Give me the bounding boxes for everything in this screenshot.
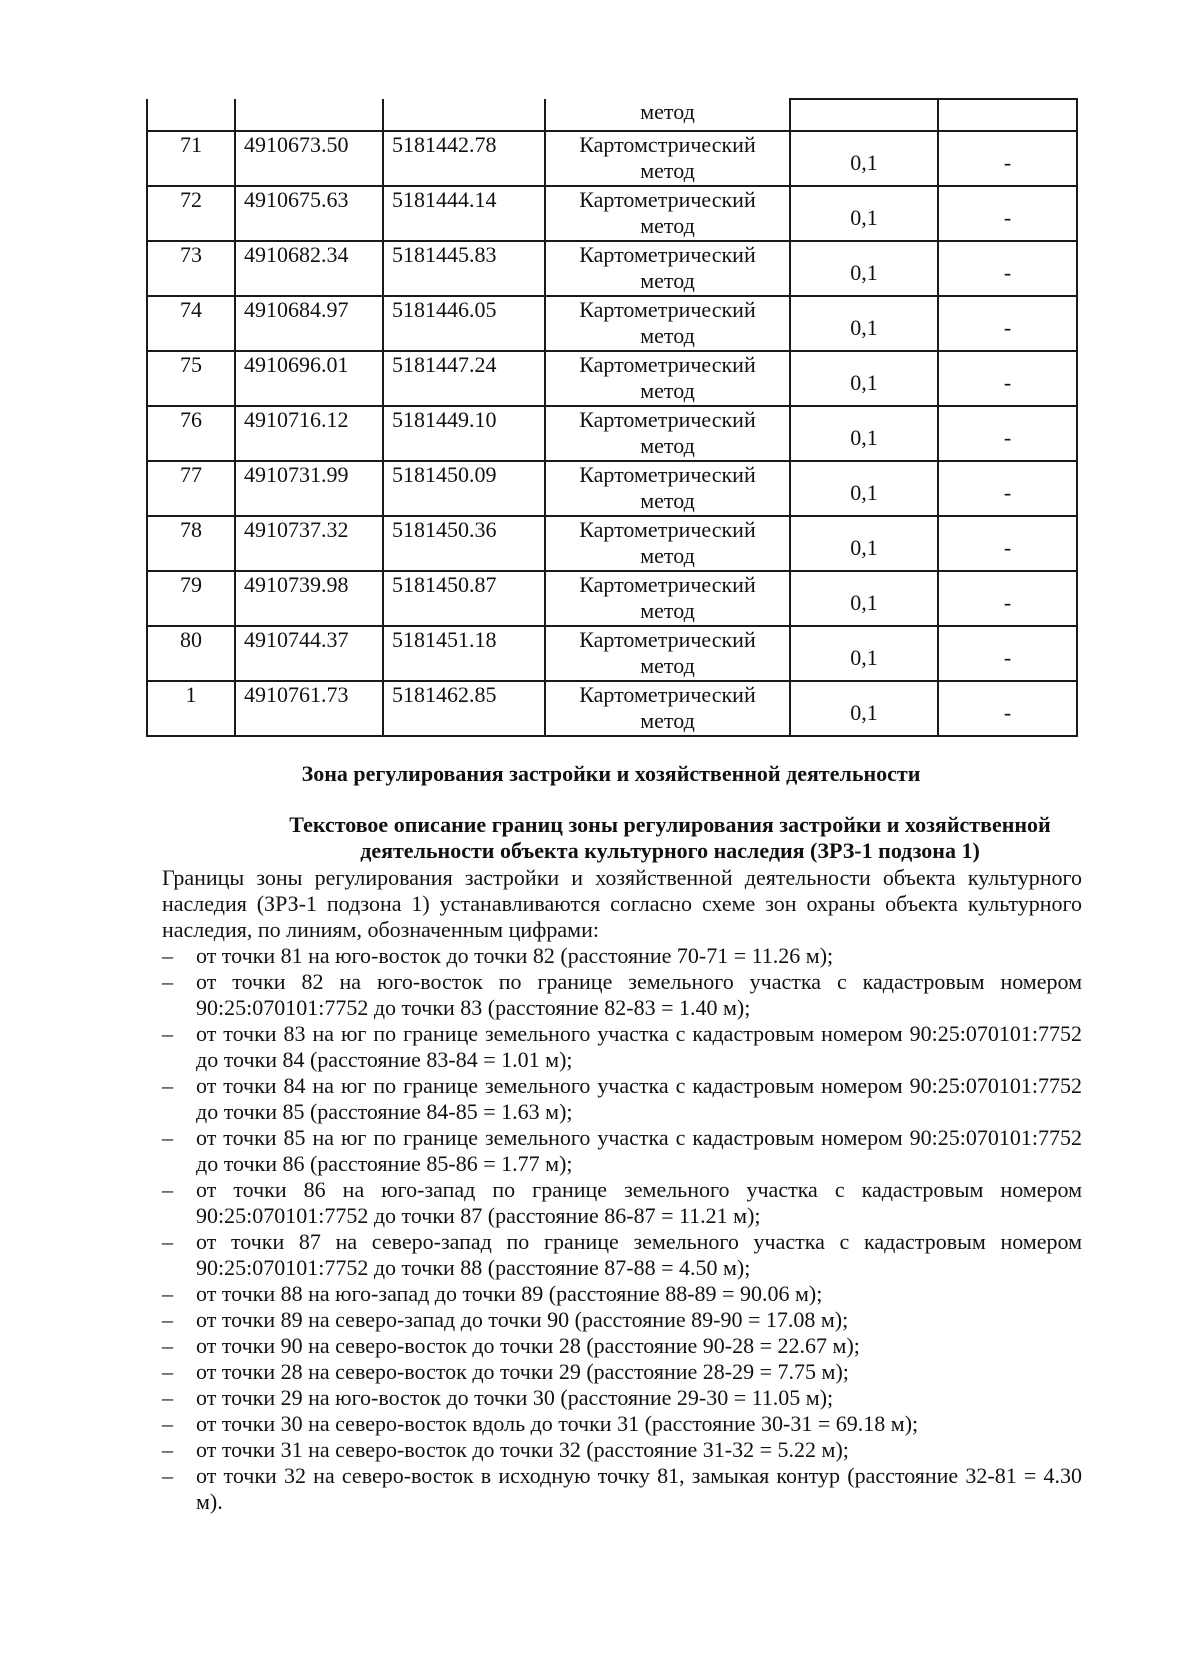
dash-bullet: – bbox=[162, 1125, 173, 1150]
cell-point-number bbox=[147, 99, 235, 131]
cell-x-coordinate: 4910761.73 bbox=[235, 681, 383, 736]
list-item bbox=[162, 1073, 1082, 1125]
dash-bullet: – bbox=[162, 1073, 173, 1098]
method-line1: Картометрический bbox=[579, 352, 756, 377]
cell-y-coordinate bbox=[383, 99, 545, 131]
cell-y-coordinate: 5181445.83 bbox=[383, 241, 545, 296]
list-item-text: от точки 29 на юго-восток до точки 30 (расстояние 29-30 = 11.05 м); bbox=[196, 1385, 834, 1410]
cell-y-coordinate: 5181446.05 bbox=[383, 296, 545, 351]
method-line1: Картометрический bbox=[579, 627, 756, 652]
dash-bullet: – bbox=[162, 1281, 173, 1306]
list-item bbox=[162, 1281, 1082, 1307]
list-item-text: от точки 32 на северо-восток в исходную точку 81, замыкая контур (расстояние 32-81 = 4.30 м). bbox=[196, 1463, 1082, 1514]
cell-accuracy bbox=[790, 241, 938, 296]
accuracy-value: 0,1 bbox=[850, 479, 878, 505]
method-line1: Картомстрический bbox=[579, 132, 756, 157]
list-item-text: от точки 31 на северо-восток до точки 32 (расстояние 31-32 = 5.22 м); bbox=[196, 1437, 849, 1462]
list-item-text: от точки 89 на северо-запад до точки 90 (расстояние 89-90 = 17.08 м); bbox=[196, 1307, 849, 1332]
cell-method bbox=[545, 626, 790, 681]
method-line1: Картометрический bbox=[579, 572, 756, 597]
method-line1: Картометрический bbox=[579, 242, 756, 267]
method-line2: метод bbox=[640, 653, 695, 678]
list-item-text: от точки 87 на северо-запад по границе земельного участка с кадастровым номером 90:25:070101:7752 до точки 88 (расстояние 87-88 = 4.50 м); bbox=[196, 1229, 1082, 1280]
table-row bbox=[147, 626, 1077, 681]
description-value: - bbox=[1003, 644, 1012, 670]
list-item bbox=[162, 969, 1082, 1021]
accuracy-value: 0,1 bbox=[850, 534, 878, 560]
description-heading-line2: деятельности объекта культурного наследия (ЗРЗ-1 подзона 1) bbox=[360, 838, 980, 863]
accuracy-value: 0,1 bbox=[850, 369, 878, 395]
dash-bullet: – bbox=[162, 1463, 173, 1488]
list-item bbox=[162, 943, 1082, 969]
cell-accuracy bbox=[790, 516, 938, 571]
cell-description bbox=[938, 571, 1077, 626]
cell-accuracy bbox=[790, 626, 938, 681]
cell-method bbox=[545, 406, 790, 461]
method-line2: метод bbox=[640, 323, 695, 348]
cell-y-coordinate: 5181450.87 bbox=[383, 571, 545, 626]
cell-point-number: 73 bbox=[147, 241, 235, 296]
cell-point-number: 80 bbox=[147, 626, 235, 681]
description-heading-line1: Текстовое описание границ зоны регулирования застройки и хозяйственной bbox=[289, 812, 1051, 837]
cell-accuracy bbox=[790, 461, 938, 516]
cell-accuracy bbox=[790, 186, 938, 241]
intro-paragraph: Границы зоны регулирования застройки и хозяйственной деятельности объекта культурного наследия (ЗРЗ-1 подзона 1) устанавливаются согласно схеме зон охраны объекта культурного наследия, по линиям, обозначенным цифрами: bbox=[162, 865, 1082, 942]
description-value: - bbox=[1003, 534, 1012, 560]
list-item bbox=[162, 1307, 1082, 1333]
table-row bbox=[147, 351, 1077, 406]
table-row bbox=[147, 571, 1077, 626]
cell-y-coordinate: 5181451.18 bbox=[383, 626, 545, 681]
list-item bbox=[162, 1359, 1082, 1385]
accuracy-value: 0,1 bbox=[850, 204, 878, 230]
cell-y-coordinate: 5181450.09 bbox=[383, 461, 545, 516]
method-line2: метод bbox=[640, 378, 695, 403]
method-line1: Картометрический bbox=[579, 517, 756, 542]
cell-point-number: 71 bbox=[147, 131, 235, 186]
list-item-text: от точки 28 на северо-восток до точки 29 (расстояние 28-29 = 7.75 м); bbox=[196, 1359, 849, 1384]
table-row-continued bbox=[147, 99, 1077, 131]
accuracy-value: 0,1 bbox=[850, 424, 878, 450]
method-line2: метод bbox=[640, 433, 695, 458]
method-line2: метод bbox=[640, 268, 695, 293]
accuracy-value: 0,1 bbox=[850, 314, 878, 340]
cell-x-coordinate: 4910731.99 bbox=[235, 461, 383, 516]
cell-accuracy bbox=[790, 681, 938, 736]
cell-description bbox=[938, 241, 1077, 296]
list-item-text: от точки 86 на юго-запад по границе земельного участка с кадастровым номером 90:25:070101:7752 до точки 87 (расстояние 86-87 = 11.21 м); bbox=[196, 1177, 1082, 1228]
table-row bbox=[147, 186, 1077, 241]
table-row bbox=[147, 681, 1077, 736]
method-line2: метод bbox=[640, 488, 695, 513]
cell-accuracy bbox=[790, 571, 938, 626]
dash-bullet: – bbox=[162, 1385, 173, 1410]
cell-description bbox=[938, 296, 1077, 351]
cell-accuracy bbox=[790, 296, 938, 351]
cell-x-coordinate: 4910737.32 bbox=[235, 516, 383, 571]
cell-description bbox=[938, 351, 1077, 406]
method-line1: Картометрический bbox=[579, 407, 756, 432]
description-value: - bbox=[1003, 259, 1012, 285]
dash-bullet: – bbox=[162, 1411, 173, 1436]
dash-bullet: – bbox=[162, 1359, 173, 1384]
accuracy-value: 0,1 bbox=[850, 259, 878, 285]
list-item-text: от точки 81 на юго-восток до точки 82 (расстояние 70-71 = 11.26 м); bbox=[196, 943, 834, 968]
method-line2: метод bbox=[640, 158, 695, 183]
description-value: - bbox=[1003, 424, 1012, 450]
cell-y-coordinate: 5181449.10 bbox=[383, 406, 545, 461]
method-line1: Картометрический bbox=[579, 462, 756, 487]
dash-bullet: – bbox=[162, 969, 173, 994]
cell-method bbox=[545, 186, 790, 241]
list-item bbox=[162, 1125, 1082, 1177]
list-item-text: от точки 82 на юго-восток по границе земельного участка с кадастровым номером 90:25:070101:7752 до точки 83 (расстояние 82-83 = 1.40 м); bbox=[196, 969, 1082, 1020]
table-row bbox=[147, 241, 1077, 296]
cell-point-number: 78 bbox=[147, 516, 235, 571]
method-line2: метод bbox=[640, 598, 695, 623]
dash-bullet: – bbox=[162, 1177, 173, 1202]
cell-x-coordinate: 4910716.12 bbox=[235, 406, 383, 461]
table-row bbox=[147, 516, 1077, 571]
method-line1: Картометрический bbox=[579, 297, 756, 322]
list-item bbox=[162, 1437, 1082, 1463]
table-row bbox=[147, 461, 1077, 516]
list-item-text: от точки 85 на юг по границе земельного участка с кадастровым номером 90:25:070101:7752 до точки 86 (расстояние 85-86 = 1.77 м); bbox=[196, 1125, 1082, 1176]
cell-method bbox=[545, 131, 790, 186]
cell-description bbox=[938, 406, 1077, 461]
description-value: - bbox=[1003, 149, 1012, 175]
cell-description bbox=[938, 99, 1077, 131]
description-value: - bbox=[1003, 479, 1012, 505]
method-line2: метод bbox=[640, 543, 695, 568]
cell-point-number: 1 bbox=[147, 681, 235, 736]
cell-y-coordinate: 5181462.85 bbox=[383, 681, 545, 736]
description-heading bbox=[230, 812, 1110, 864]
method-line2: метод bbox=[640, 213, 695, 238]
cell-accuracy bbox=[790, 131, 938, 186]
cell-description bbox=[938, 186, 1077, 241]
list-item bbox=[162, 1385, 1082, 1411]
description-value: - bbox=[1003, 369, 1012, 395]
cell-method bbox=[545, 681, 790, 736]
cell-x-coordinate bbox=[235, 99, 383, 131]
method-line1: Картометрический bbox=[579, 187, 756, 212]
cell-point-number: 76 bbox=[147, 406, 235, 461]
list-item-text: от точки 30 на северо-восток вдоль до точки 31 (расстояние 30-31 = 69.18 м); bbox=[196, 1411, 919, 1436]
cell-point-number: 77 bbox=[147, 461, 235, 516]
dash-bullet: – bbox=[162, 1437, 173, 1462]
cell-x-coordinate: 4910682.34 bbox=[235, 241, 383, 296]
description-value: - bbox=[1003, 589, 1012, 615]
list-item bbox=[162, 1411, 1082, 1437]
cell-method bbox=[545, 461, 790, 516]
cell-y-coordinate: 5181442.78 bbox=[383, 131, 545, 186]
list-item-text: от точки 84 на юг по границе земельного участка с кадастровым номером 90:25:070101:7752 до точки 85 (расстояние 84-85 = 1.63 м); bbox=[196, 1073, 1082, 1124]
method-line2: метод bbox=[640, 708, 695, 733]
list-item bbox=[162, 1021, 1082, 1073]
cell-method bbox=[545, 571, 790, 626]
cell-accuracy bbox=[790, 99, 938, 131]
description-value: - bbox=[1003, 699, 1012, 725]
table-row bbox=[147, 406, 1077, 461]
cell-description bbox=[938, 681, 1077, 736]
cell-x-coordinate: 4910675.63 bbox=[235, 186, 383, 241]
list-item bbox=[162, 1333, 1082, 1359]
description-value: - bbox=[1003, 204, 1012, 230]
cell-accuracy bbox=[790, 406, 938, 461]
coordinates-table bbox=[146, 98, 1078, 737]
zone-heading: Зона регулирования застройки и хозяйственной деятельности bbox=[301, 761, 921, 786]
cell-method bbox=[545, 351, 790, 406]
cell-y-coordinate: 5181447.24 bbox=[383, 351, 545, 406]
description-value: - bbox=[1003, 314, 1012, 340]
cell-point-number: 74 bbox=[147, 296, 235, 351]
list-item bbox=[162, 1229, 1082, 1281]
list-item bbox=[162, 1463, 1082, 1515]
list-item-text: от точки 88 на юго-запад до точки 89 (расстояние 88-89 = 90.06 м); bbox=[196, 1281, 823, 1306]
cell-method: метод bbox=[545, 99, 790, 131]
cell-method bbox=[545, 516, 790, 571]
cell-method bbox=[545, 296, 790, 351]
list-item bbox=[162, 1177, 1082, 1229]
cell-x-coordinate: 4910673.50 bbox=[235, 131, 383, 186]
boundary-points-list bbox=[162, 943, 1082, 1515]
dash-bullet: – bbox=[162, 943, 173, 968]
cell-method bbox=[545, 241, 790, 296]
cell-description bbox=[938, 461, 1077, 516]
table-row bbox=[147, 296, 1077, 351]
cell-point-number: 79 bbox=[147, 571, 235, 626]
table-row bbox=[147, 131, 1077, 186]
accuracy-value: 0,1 bbox=[850, 589, 878, 615]
cell-x-coordinate: 4910739.98 bbox=[235, 571, 383, 626]
cell-x-coordinate: 4910744.37 bbox=[235, 626, 383, 681]
dash-bullet: – bbox=[162, 1229, 173, 1254]
dash-bullet: – bbox=[162, 1333, 173, 1358]
accuracy-value: 0,1 bbox=[850, 699, 878, 725]
list-item-text: от точки 90 на северо-восток до точки 28 (расстояние 90-28 = 22.67 м); bbox=[196, 1333, 860, 1358]
cell-y-coordinate: 5181444.14 bbox=[383, 186, 545, 241]
method-line1: Картометрический bbox=[579, 682, 756, 707]
list-item-text: от точки 83 на юг по границе земельного участка с кадастровым номером 90:25:070101:7752 до точки 84 (расстояние 83-84 = 1.01 м); bbox=[196, 1021, 1082, 1072]
cell-accuracy bbox=[790, 351, 938, 406]
cell-x-coordinate: 4910684.97 bbox=[235, 296, 383, 351]
cell-y-coordinate: 5181450.36 bbox=[383, 516, 545, 571]
accuracy-value: 0,1 bbox=[850, 149, 878, 175]
cell-description bbox=[938, 626, 1077, 681]
cell-point-number: 75 bbox=[147, 351, 235, 406]
accuracy-value: 0,1 bbox=[850, 644, 878, 670]
cell-point-number: 72 bbox=[147, 186, 235, 241]
cell-description bbox=[938, 131, 1077, 186]
cell-x-coordinate: 4910696.01 bbox=[235, 351, 383, 406]
dash-bullet: – bbox=[162, 1307, 173, 1332]
dash-bullet: – bbox=[162, 1021, 173, 1046]
cell-description bbox=[938, 516, 1077, 571]
